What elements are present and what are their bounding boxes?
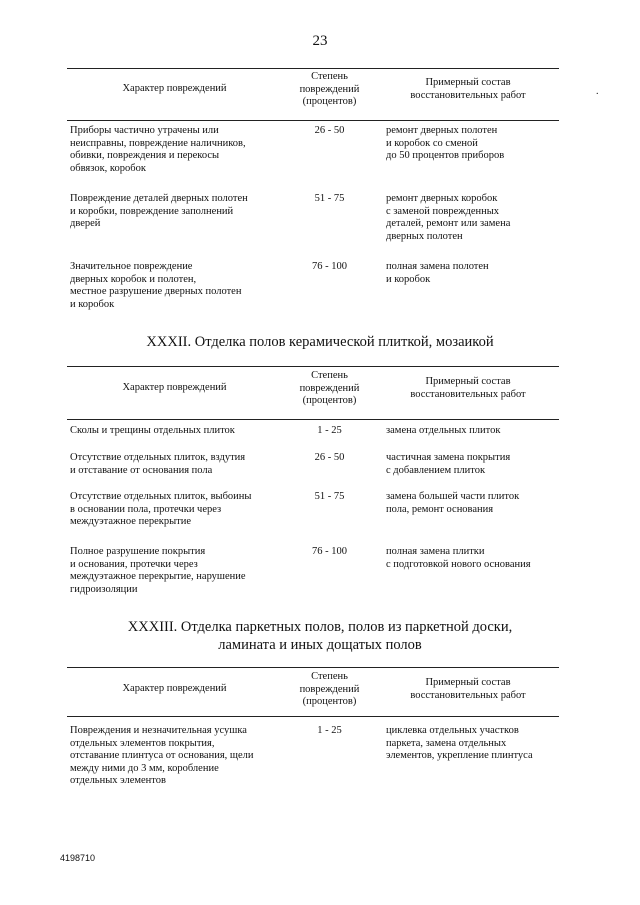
header-works: Примерный состав восстановительных работ — [410, 677, 526, 701]
degree-cell: 1 - 25 — [317, 425, 342, 436]
page-number: 23 — [312, 33, 328, 49]
margin-mark: . — [596, 86, 599, 97]
damage-cell: Сколы и трещины отдельных плиток — [70, 425, 235, 436]
section-title-parquet: XXXIII. Отделка паркетных полов, полов из паркетной доски, ламината и иных дощатых полов — [127, 619, 513, 653]
damage-cell: Отсутствие отдельных плиток, вздутия и отставание от основания пола — [70, 452, 246, 476]
table-top-rule — [67, 366, 559, 367]
works-cell: ремонт дверных коробок с заменой поврежденных деталей, ремонт или замена дверных полотен — [386, 193, 511, 242]
header-degree: Степень повреждений (процентов) — [299, 370, 360, 406]
degree-cell: 76 - 100 — [312, 546, 347, 557]
header-damage: Характер повреждений — [122, 683, 227, 694]
degree-cell: 26 - 50 — [314, 452, 345, 463]
header-degree: Степень повреждений (процентов) — [299, 671, 360, 707]
header-damage: Характер повреждений — [122, 83, 227, 94]
header-damage: Характер повреждений — [122, 382, 227, 393]
damage-cell: Приборы частично утрачены или неисправны, повреждение наличников, обивки, повреждения и перекосы обвязок, коробок — [70, 125, 246, 174]
damage-cell: Значительное повреждение дверных коробок и полотен, местное разрушение дверных полотен и коробок — [70, 261, 242, 310]
works-cell: частичная замена покрытия с добавлением плиток — [386, 452, 511, 476]
damage-cell: Полное разрушение покрытия и основания, протечки через междуэтажное перекрытие, нарушение гидроизоляции — [70, 546, 246, 595]
degree-cell: 76 - 100 — [312, 261, 347, 272]
damage-cell: Повреждение деталей дверных полотен и коробки, повреждение заполнений дверей — [70, 193, 248, 230]
table-header-rule — [67, 120, 559, 121]
degree-cell: 51 - 75 — [314, 491, 345, 502]
damage-cell: Повреждения и незначительная усушка отдельных элементов покрытия, отставание плинтуса от основания, щели между ними до 3 мм, коробление отдельных элементов — [70, 725, 254, 787]
degree-cell: 1 - 25 — [317, 725, 342, 736]
table-top-rule — [67, 667, 559, 668]
header-works: Примерный состав восстановительных работ — [410, 376, 526, 400]
works-cell: циклевка отдельных участков паркета, замена отдельных элементов, укрепление плинтуса — [386, 725, 533, 762]
header-works: Примерный состав восстановительных работ — [410, 77, 526, 101]
section-title-ceramic: XXXII. Отделка полов керамической плиткой, мозаикой — [146, 334, 494, 350]
works-cell: замена отдельных плиток — [386, 425, 501, 436]
table-header-rule — [67, 419, 559, 420]
document-code: 4198710 — [60, 853, 96, 863]
damage-cell: Отсутствие отдельных плиток, выбоины в основании пола, протечки через междуэтажное перекрытие — [70, 491, 252, 528]
works-cell: ремонт дверных полотен и коробок со сменой до 50 процентов приборов — [386, 125, 505, 162]
table-top-rule — [67, 68, 559, 69]
works-cell: полная замена плитки с подготовкой нового основания — [386, 546, 531, 570]
degree-cell: 51 - 75 — [314, 193, 345, 204]
table-header-rule — [67, 716, 559, 717]
header-degree: Степень повреждений (процентов) — [299, 71, 360, 107]
degree-cell: 26 - 50 — [314, 125, 345, 136]
works-cell: замена большей части плиток пола, ремонт основания — [386, 491, 520, 515]
works-cell: полная замена полотен и коробок — [386, 261, 489, 285]
